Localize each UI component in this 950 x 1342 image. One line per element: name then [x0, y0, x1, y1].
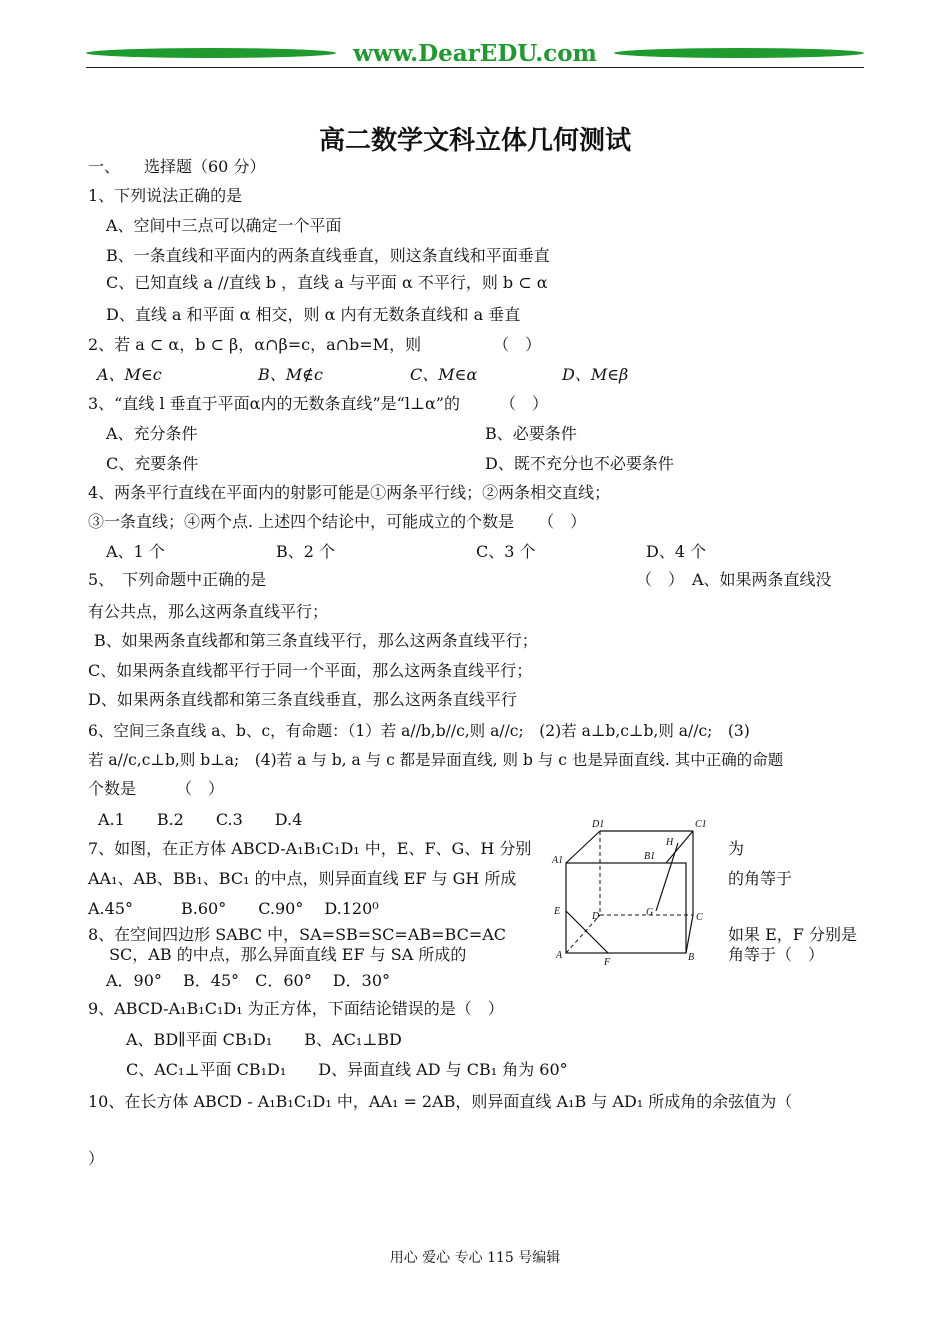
cube-figure [548, 815, 713, 967]
q3-option-d: D、既不充分也不必要条件 [485, 454, 674, 473]
q2-option-b: B、M∉c [258, 365, 323, 384]
q5-option-c: C、如果两条直线都平行于同一个平面，那么这两条直线平行； [88, 661, 533, 680]
q5-line1: 5、 下列命题中正确的是 [88, 570, 267, 589]
q5-line2: 有公共点，那么这两条直线平行； [88, 602, 329, 621]
q10-line2: ） [88, 1149, 105, 1168]
cube-segment-gh [656, 843, 678, 911]
q5-option-b: B、如果两条直线都和第三条直线平行，那么这两条直线平行； [94, 631, 538, 650]
q4-line2: ③一条直线；④两个点. 上述四个结论中，可能成立的个数是 （ ） [88, 512, 587, 531]
q9-options-ab: A、BD∥平面 CB₁D₁ B、AC₁⊥BD [126, 1030, 402, 1049]
q7-line1-right: 为 [728, 839, 745, 858]
label-g: G [646, 907, 654, 918]
q6-line3: 个数是 （ ） [88, 779, 225, 798]
page-title: 高二数学文科立体几何测试 [318, 126, 631, 156]
cube-edge-a1d1 [566, 831, 600, 863]
cube-front-face [566, 863, 686, 953]
label-d1: D1 [592, 819, 605, 830]
q8-line1: 8、在空间四边形 SABC 中，SA=SB=SC=AB=BC=AC [88, 925, 507, 944]
q6-line2: 若 a//c,c⊥b,则 b⊥a; (4)若 a 与 b, a 与 c 都是异面直线, 则 b 与 c 也是异面直线. 其中正确的命题 [88, 751, 784, 769]
q8-line2-right: 角等于（ ） [728, 945, 825, 964]
q1-option-d: D、直线 a 和平面 α 相交，则 α 内有无数条直线和 a 垂直 [106, 305, 521, 324]
q8-line2: SC，AB 的中点，那么异面直线 EF 与 SA 所成的 [88, 945, 467, 964]
q6-options: A.1 B.2 C.3 D.4 [98, 810, 303, 829]
q6-line1: 6、空间三条直线 a、b、c，有命题：（1）若 a//b,b//c,则 a//c; (2)若 a⊥b,c⊥b,则 a//c; (3) [88, 722, 750, 740]
site-header [86, 38, 864, 72]
site-logo-text: www.DearEDU.com [353, 40, 597, 67]
q2-stem: 2、若 a ⊂ α，b ⊂ β，α∩β=c，a∩b=M，则 （ ） [88, 335, 542, 354]
label-a: A [556, 950, 563, 961]
q4-line1: 4、两条平行直线在平面内的射影可能是①两条平行线；②两条相交直线； [88, 483, 611, 502]
q3-option-c: C、充要条件 [106, 454, 199, 473]
q3-option-a: A、充分条件 [106, 424, 198, 443]
page-footer: 用心 爱心 专心 115 号编辑 [389, 1250, 561, 1266]
q4-option-d: D、4 个 [646, 542, 707, 561]
q8-line1-right: 如果 E，F 分别是 [728, 925, 857, 944]
q1-option-b: B、一条直线和平面内的两条直线垂直，则这条直线和平面垂直 [106, 246, 550, 265]
q9-options-cd: C、AC₁⊥平面 CB₁D₁ D、异面直线 AD 与 CB₁ 角为 60° [126, 1060, 568, 1079]
q1-option-c: C、已知直线 a //直线 b ，直线 a 与平面 α 不平行，则 b ⊂ α [106, 273, 548, 292]
label-a1: A1 [552, 855, 564, 866]
q4-option-c: C、3 个 [476, 542, 536, 561]
q3-option-b: B、必要条件 [485, 424, 577, 443]
q7-line1: 7、如图，在正方体 ABCD-A₁B₁C₁D₁ 中，E、F、G、H 分别 [88, 839, 532, 858]
q7-line2: AA₁、AB、BB₁、BC₁ 的中点，则异面直线 EF 与 GH 所成 [88, 869, 517, 888]
label-c: C [696, 912, 703, 923]
q3-stem: 3、“直线 l 垂直于平面α内的无数条直线”是“l⊥α”的 （ ） [88, 394, 548, 413]
label-b: B [688, 952, 695, 963]
label-d: D [592, 911, 600, 922]
q1-option-a: A、空间中三点可以确定一个平面 [106, 216, 342, 235]
q2-option-a: A、M∈c [97, 365, 162, 384]
label-h: H [666, 837, 674, 848]
section-heading: 一、 选择题（60 分） [88, 157, 266, 176]
q10-line1: 10、在长方体 ABCD - A₁B₁C₁D₁ 中，AA₁ = 2AB，则异面直线 A₁B 与 AD₁ 所成角的余弦值为（ [88, 1092, 793, 1111]
q4-option-a: A、1 个 [106, 542, 165, 561]
q1-stem: 1、下列说法正确的是 [88, 186, 243, 205]
q8-options: A．90° B．45° C．60° D．30° [106, 971, 390, 990]
q9-stem: 9、ABCD-A₁B₁C₁D₁ 为正方体，下面结论错误的是（ ） [88, 999, 504, 1018]
q2-option-c: C、M∈α [410, 365, 478, 384]
label-e: E [554, 906, 561, 917]
q4-option-b: B、2 个 [276, 542, 336, 561]
q7-options: A.45° B.60° C.90° D.120⁰ [88, 899, 379, 918]
q5-option-d: D、如果两条直线都和第三条直线垂直，那么这两条直线平行 [88, 690, 517, 709]
q7-line2-right: 的角等于 [728, 869, 793, 888]
label-c1: C1 [695, 819, 707, 830]
q5-paren-option-a: （ ） A、如果两条直线没 [636, 570, 832, 589]
cube-edge-bc [686, 915, 693, 953]
label-b1: B1 [644, 851, 656, 862]
label-f: F [604, 957, 611, 967]
q2-option-d: D、M∈β [562, 365, 629, 384]
header-rule [86, 67, 864, 68]
